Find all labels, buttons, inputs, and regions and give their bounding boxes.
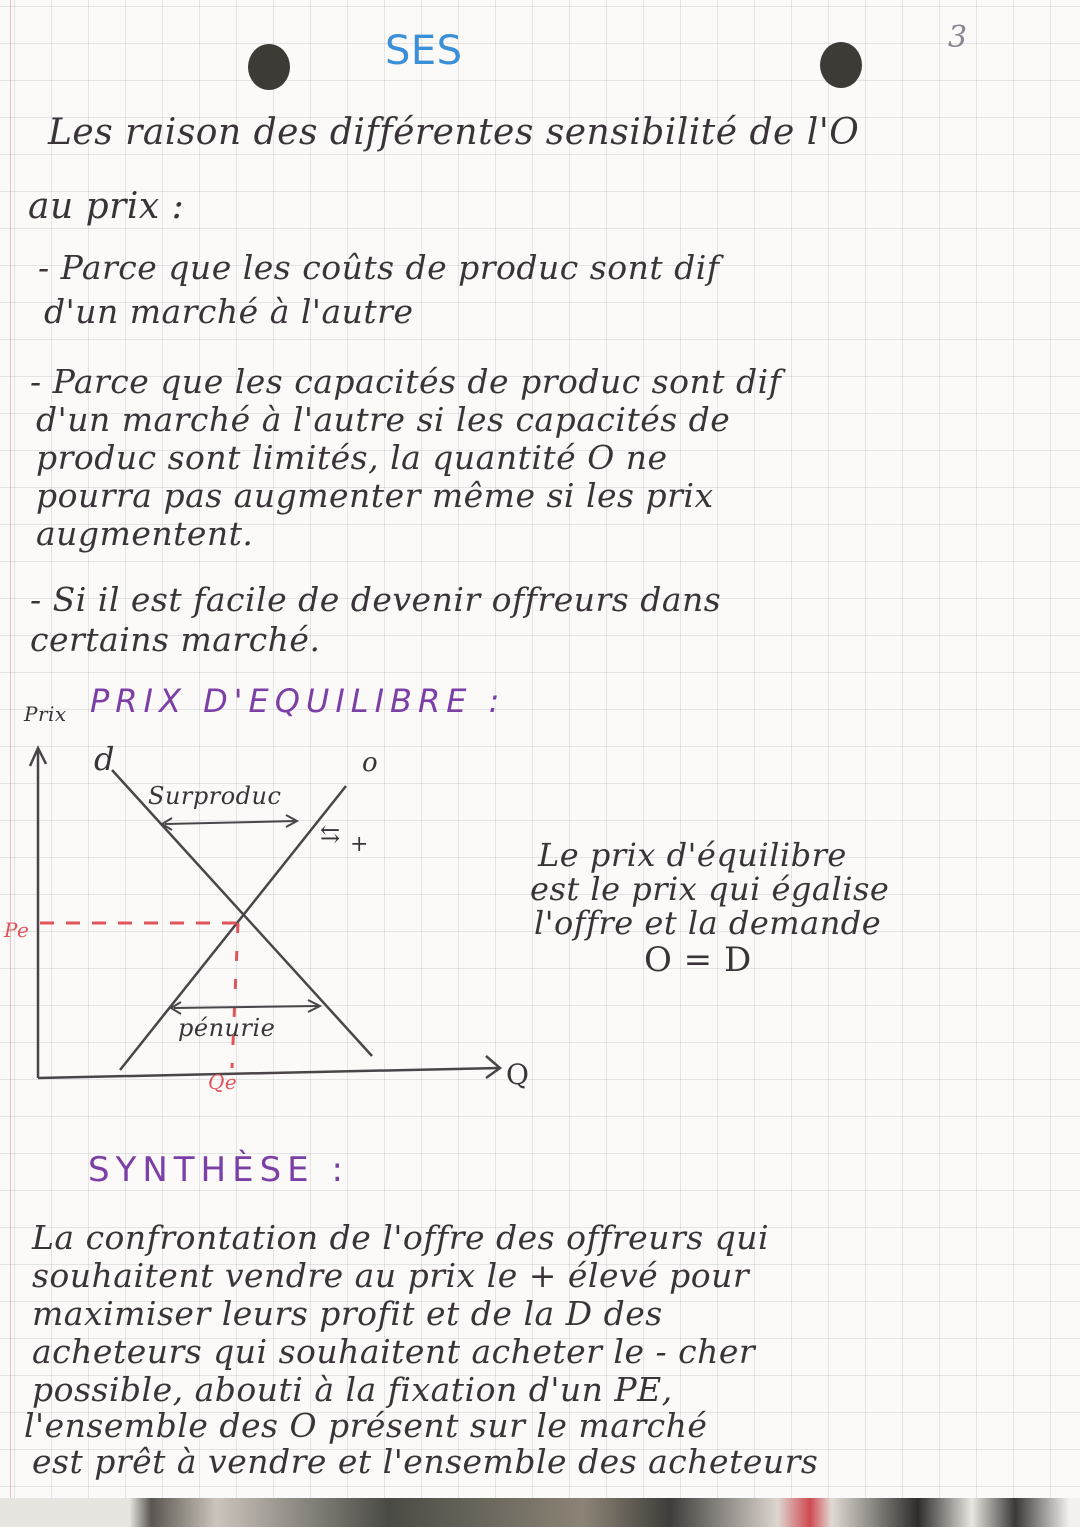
bullet3-line1: - Si il est facile de devenir offreurs dans [30,580,722,619]
surplus-arrow [165,821,296,824]
section1-heading-line2: au prix : [28,186,185,227]
synthesis-line2: souhaitent vendre au prix le + élevé pour [32,1256,750,1295]
x-axis-label: Q [506,1058,530,1091]
demand-label: d [94,740,115,778]
bullet1-line1: - Parce que les coûts de produc sont dif [38,248,720,287]
section1-heading-line1: Les raison des différentes sensibilité de l'O [48,112,860,153]
synthesis-line5: possible, abouti à la fixation d'un PE, [32,1370,673,1409]
shortage-label: pénurie [178,1014,276,1042]
desk-background-strip [0,1498,1080,1527]
surplus-label: Surproduc [148,782,282,810]
synthesis-line4: acheteurs qui souhaitent acheter le - cher [32,1332,756,1371]
subject-title: SES [385,28,463,74]
section3-title: SYNTHÈSE : [88,1150,349,1190]
quantity-equilibrium-marker: Qe [208,1070,238,1094]
bullet2-line4: pourra pas augmenter même si les prix [36,476,714,515]
bullet2-line2: d'un marché à l'autre si les capacités de [36,400,731,439]
diagram-y-axis-label: Prix [24,702,67,726]
side-annotation-plus: + [350,832,369,857]
equation: O = D [644,940,752,980]
bullet1-line2: d'un marché à l'autre [44,292,414,331]
binder-hole-right [820,42,862,88]
quantity-dashed-line [232,923,238,1068]
definition-line2: est le prix qui égalise [530,870,890,908]
section2-title: PRIX D'EQUILIBRE : [90,682,506,720]
shortage-arrow [174,1006,318,1008]
bullet2-line5: augmentent. [36,514,254,553]
binder-hole-left [248,44,290,90]
definition-line3: l'offre et la demande [534,904,882,942]
x-axis [38,1068,500,1078]
synthesis-line1: La confrontation de l'offre des offreurs qui [32,1218,770,1257]
price-equilibrium-marker: Pe [4,918,30,942]
synthesis-line6: l'ensemble des O présent sur le marché [24,1406,708,1445]
supply-label: o [362,748,379,778]
page-number: 3 [948,20,968,55]
definition-line1: Le prix d'équilibre [538,836,847,874]
side-annotation-arrows: ⇆ [320,820,341,848]
synthesis-line3: maximiser leurs profit et de la D des [32,1294,663,1333]
bullet3-line2: certains marché. [30,620,321,659]
bullet2-line3: produc sont limités, la quantité O ne [36,438,668,477]
bullet2-line1: - Parce que les capacités de produc sont dif [30,362,782,401]
synthesis-line7: est prêt à vendre et l'ensemble des acheteurs [32,1442,819,1481]
